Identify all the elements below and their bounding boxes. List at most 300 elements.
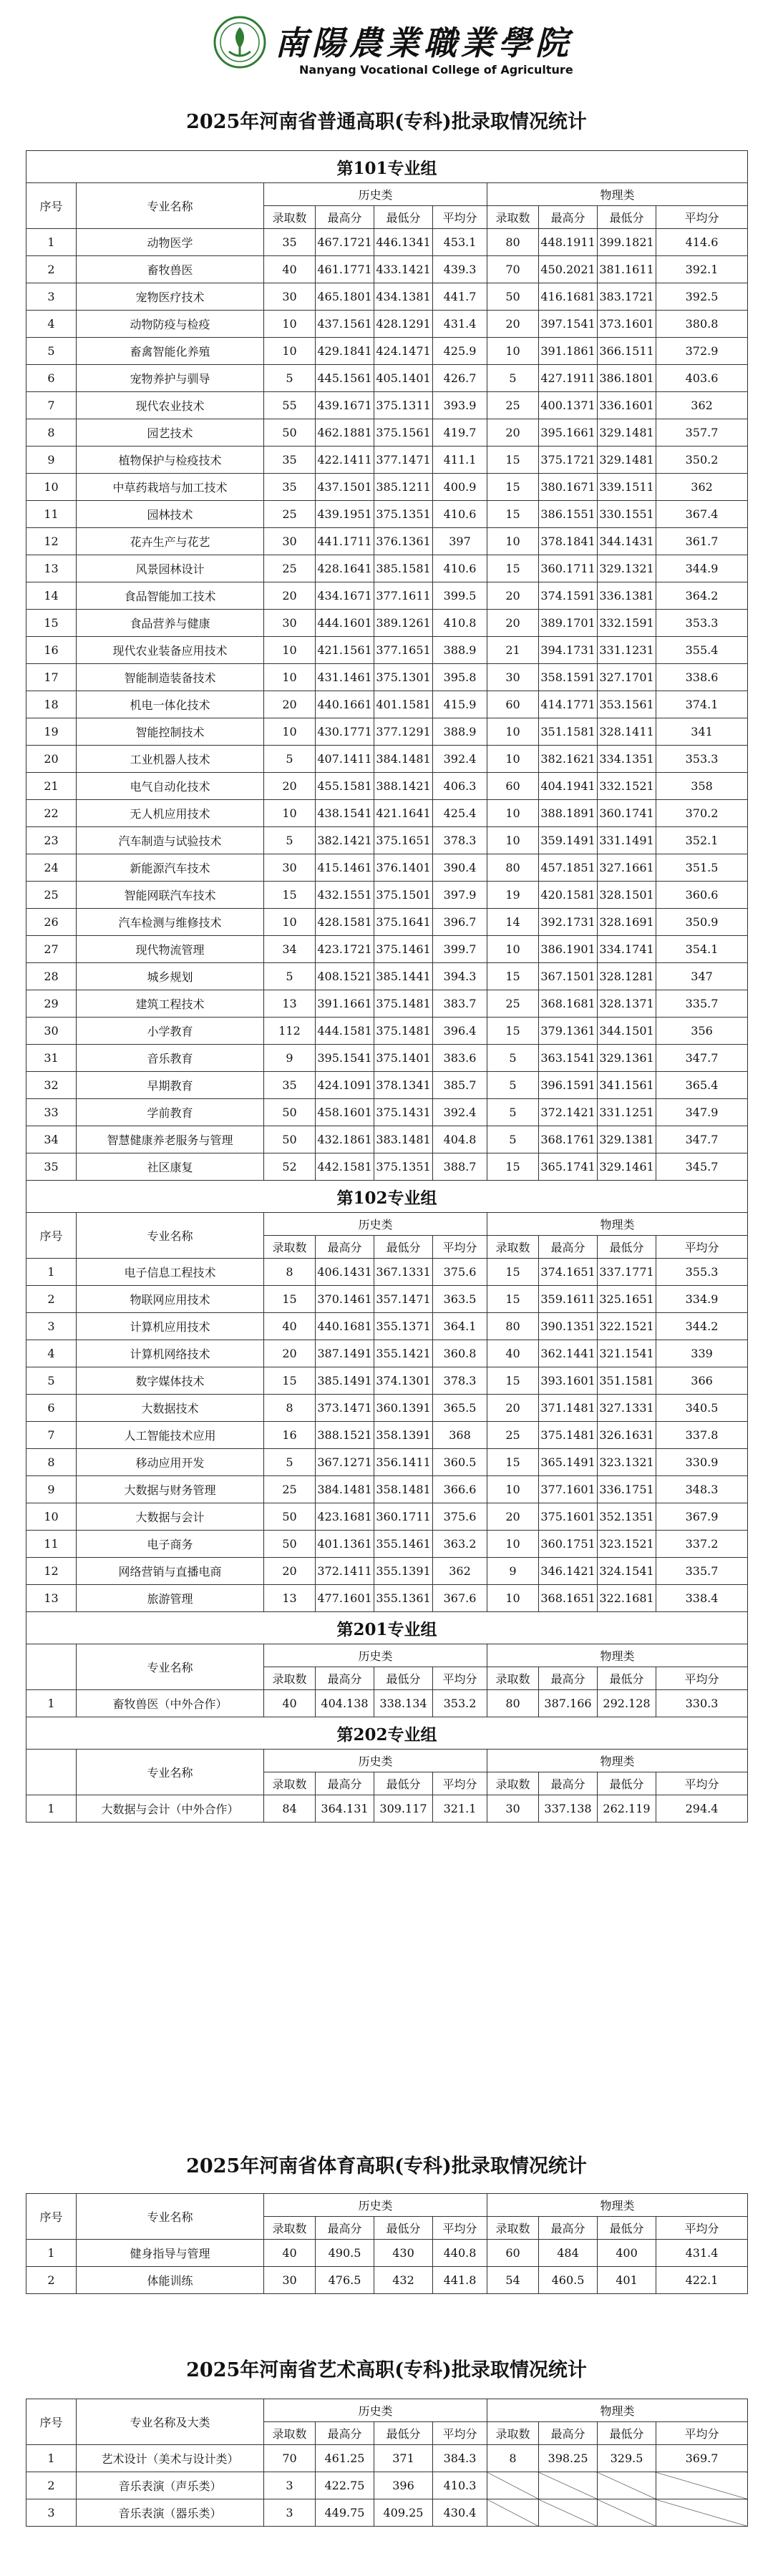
- max-cell: 337.138: [539, 1795, 598, 1823]
- seq-cell: 19: [26, 718, 77, 746]
- major-cell: 电气自动化技术: [77, 773, 264, 800]
- count-cell: 15: [264, 1286, 316, 1313]
- count-cell: 25: [264, 555, 316, 582]
- min-header: 最低分: [598, 1772, 656, 1795]
- count-cell: 15: [487, 1018, 539, 1045]
- major-header: 专业名称: [77, 183, 264, 229]
- min-cell: 375.1351: [374, 501, 433, 528]
- count-cell: 50: [264, 1531, 316, 1558]
- max-header: 最高分: [539, 1772, 598, 1795]
- max-cell: 414.1771: [539, 691, 598, 718]
- min-cell: 331.1231: [598, 637, 656, 664]
- count-cell: 30: [487, 1795, 539, 1823]
- avg-cell: 426.7: [433, 365, 487, 392]
- avg-cell: 375.6: [433, 1503, 487, 1531]
- seq-header: 序号: [26, 1213, 77, 1259]
- major-header: 专业名称: [77, 1213, 264, 1259]
- general-admission-table: [26, 150, 747, 1823]
- major-cell: 园艺技术: [77, 419, 264, 447]
- header-row: [26, 183, 748, 206]
- count-cell: 20: [264, 582, 316, 610]
- major-cell: 计算机网络技术: [77, 1340, 264, 1367]
- major-cell: 音乐教育: [77, 1045, 264, 1072]
- min-cell: 424.1471: [374, 338, 433, 365]
- count-cell: 40: [264, 256, 316, 283]
- avg-cell: 419.7: [433, 419, 487, 447]
- avg-cell: 431.4: [433, 311, 487, 338]
- seq-cell: 3: [26, 2499, 77, 2527]
- count-cell: 15: [487, 447, 539, 474]
- avg-cell: 347.9: [656, 1099, 748, 1126]
- min-cell: 385.1441: [374, 963, 433, 990]
- avg-cell: 348.3: [656, 1476, 748, 1503]
- count-cell: 20: [264, 773, 316, 800]
- seq-cell: 24: [26, 854, 77, 882]
- max-cell: 346.1421: [539, 1558, 598, 1585]
- max-cell: 388.1521: [316, 1422, 374, 1449]
- avg-cell: 347.7: [656, 1045, 748, 1072]
- avg-cell: 453.1: [433, 229, 487, 256]
- min-cell: 400: [598, 2240, 656, 2267]
- seq-cell: 11: [26, 501, 77, 528]
- min-cell: 446.1341: [374, 229, 433, 256]
- table-row: [26, 1072, 748, 1099]
- major-cell: 园林技术: [77, 501, 264, 528]
- avg-cell: 414.6: [656, 229, 748, 256]
- major-cell: 计算机应用技术: [77, 1313, 264, 1340]
- seq-cell: 6: [26, 365, 77, 392]
- major-cell: 学前教育: [77, 1099, 264, 1126]
- min-cell: 375.1301: [374, 664, 433, 691]
- avg-cell: 399.7: [433, 936, 487, 963]
- avg-cell: 430.4: [433, 2499, 487, 2527]
- avg-cell: 394.3: [433, 963, 487, 990]
- seq-cell: 4: [26, 311, 77, 338]
- min-cell: 381.1611: [598, 256, 656, 283]
- max-cell: 397.1541: [539, 311, 598, 338]
- arts-title: 2025年河南省艺术高职(专科)批录取情况统计: [186, 2359, 587, 2381]
- min-cell: 367.1331: [374, 1259, 433, 1286]
- max-cell: 359.1611: [539, 1286, 598, 1313]
- max-cell: 395.1661: [539, 419, 598, 447]
- major-cell: 畜牧兽医（中外合作）: [77, 1690, 264, 1717]
- group-title-row: [26, 1717, 748, 1750]
- min-cell: 375.1481: [374, 990, 433, 1018]
- min-cell: 327.1701: [598, 664, 656, 691]
- min-cell: 405.1401: [374, 365, 433, 392]
- min-cell: 336.1751: [598, 1476, 656, 1503]
- major-cell: 大数据与会计: [77, 1503, 264, 1531]
- avg-cell: 360.6: [656, 882, 748, 909]
- major-cell: 汽车检测与维修技术: [77, 909, 264, 936]
- table-row: [26, 691, 748, 718]
- count-cell: 16: [264, 1422, 316, 1449]
- max-cell: 422.75: [316, 2472, 374, 2499]
- table-row: [26, 610, 748, 637]
- min-cell: 330.1551: [598, 501, 656, 528]
- count-cell: 50: [264, 1126, 316, 1153]
- major-cell: 智能控制技术: [77, 718, 264, 746]
- min-header: 最低分: [598, 206, 656, 229]
- table-row: [26, 773, 748, 800]
- major-cell: 建筑工程技术: [77, 990, 264, 1018]
- seq-cell: 3: [26, 1313, 77, 1340]
- seq-cell: 1: [26, 2445, 77, 2472]
- max-cell: 368.1651: [539, 1585, 598, 1612]
- group-title-row: [26, 1612, 748, 1644]
- table-row: [26, 419, 748, 447]
- table-row: [26, 1395, 748, 1422]
- min-header: 最低分: [598, 1667, 656, 1690]
- count-cell: 9: [264, 1045, 316, 1072]
- max-cell: 392.1731: [539, 909, 598, 936]
- avg-cell: 410.8: [433, 610, 487, 637]
- max-header: 最高分: [316, 1667, 374, 1690]
- count-header: 录取数: [487, 2217, 539, 2240]
- min-cell: 371: [374, 2445, 433, 2472]
- min-cell: 328.1281: [598, 963, 656, 990]
- avg-cell: 395.8: [433, 664, 487, 691]
- table-row: [26, 827, 748, 854]
- seq-cell: 2: [26, 2267, 77, 2294]
- table-row: [26, 963, 748, 990]
- avg-cell: 378.3: [433, 827, 487, 854]
- min-cell: 386.1801: [598, 365, 656, 392]
- avg-cell: 344.9: [656, 555, 748, 582]
- table-row: [26, 501, 748, 528]
- seq-cell: 17: [26, 664, 77, 691]
- min-cell: 428.1291: [374, 311, 433, 338]
- header-row: [26, 2194, 748, 2217]
- avg-cell: 440.8: [433, 2240, 487, 2267]
- max-cell: 465.1801: [316, 283, 374, 311]
- avg-cell: 388.7: [433, 1153, 487, 1181]
- max-cell: 387.166: [539, 1690, 598, 1717]
- max-cell: 368.1681: [539, 990, 598, 1018]
- avg-cell: 404.8: [433, 1126, 487, 1153]
- count-cell: 10: [487, 1476, 539, 1503]
- count-cell: 20: [487, 1395, 539, 1422]
- avg-cell: 431.4: [656, 2240, 748, 2267]
- table-row: [26, 1153, 748, 1181]
- group-title: 第102专业组: [26, 1181, 748, 1213]
- avg-cell: 410.6: [433, 501, 487, 528]
- max-cell: 421.1561: [316, 637, 374, 664]
- max-cell: 359.1491: [539, 827, 598, 854]
- max-cell: [539, 2472, 598, 2499]
- major-cell: 电子商务: [77, 1531, 264, 1558]
- max-cell: 449.75: [316, 2499, 374, 2527]
- avg-cell: 338.6: [656, 664, 748, 691]
- max-cell: 396.1591: [539, 1072, 598, 1099]
- table-row: [26, 365, 748, 392]
- avg-cell: 388.9: [433, 637, 487, 664]
- min-cell: 352.1351: [598, 1503, 656, 1531]
- avg-cell: 396.4: [433, 1018, 487, 1045]
- min-cell: 322.1681: [598, 1585, 656, 1612]
- avg-cell: 396.7: [433, 909, 487, 936]
- physics-header: 物理类: [487, 1213, 748, 1236]
- count-cell: 80: [487, 1690, 539, 1717]
- avg-header: 平均分: [433, 2422, 487, 2445]
- avg-cell: 399.5: [433, 582, 487, 610]
- max-cell: 422.1411: [316, 447, 374, 474]
- count-cell: 20: [487, 1503, 539, 1531]
- count-cell: 15: [487, 963, 539, 990]
- max-cell: 387.1491: [316, 1340, 374, 1367]
- table-row: [26, 664, 748, 691]
- count-cell: 10: [487, 827, 539, 854]
- major-cell: 艺术设计（美术与设计类）: [77, 2445, 264, 2472]
- avg-header: 平均分: [656, 1236, 748, 1259]
- table-row: [26, 229, 748, 256]
- count-cell: 70: [487, 256, 539, 283]
- physics-header: 物理类: [487, 1750, 748, 1772]
- count-cell: 5: [264, 827, 316, 854]
- count-cell: 5: [487, 1126, 539, 1153]
- brand-name-cn: 南陽農業職業學院: [275, 24, 573, 62]
- avg-cell: 338.4: [656, 1585, 748, 1612]
- count-cell: 30: [264, 283, 316, 311]
- major-cell: 现代农业技术: [77, 392, 264, 419]
- max-cell: 389.1701: [539, 610, 598, 637]
- seq-cell: 12: [26, 1558, 77, 1585]
- max-cell: 467.1721: [316, 229, 374, 256]
- avg-cell: 362: [656, 474, 748, 501]
- avg-cell: 334.9: [656, 1286, 748, 1313]
- count-cell: 80: [487, 854, 539, 882]
- count-cell: 10: [487, 338, 539, 365]
- max-cell: 379.1361: [539, 1018, 598, 1045]
- max-cell: 461.25: [316, 2445, 374, 2472]
- general-title: 2025年河南省普通高职(专科)批录取情况统计: [186, 111, 587, 133]
- max-header: 最高分: [539, 206, 598, 229]
- min-cell: 376.1401: [374, 854, 433, 882]
- count-cell: 52: [264, 1153, 316, 1181]
- min-cell: 328.1411: [598, 718, 656, 746]
- avg-cell: 364.1: [433, 1313, 487, 1340]
- major-cell: 数字媒体技术: [77, 1367, 264, 1395]
- avg-header: 平均分: [656, 206, 748, 229]
- count-cell: 30: [264, 2267, 316, 2294]
- min-cell: 344.1431: [598, 528, 656, 555]
- count-cell: 5: [264, 1449, 316, 1476]
- min-cell: 327.1661: [598, 854, 656, 882]
- table-row: [26, 311, 748, 338]
- count-cell: 3: [264, 2499, 316, 2527]
- table-row: [26, 909, 748, 936]
- count-header: 录取数: [487, 2422, 539, 2445]
- count-cell: 10: [264, 909, 316, 936]
- major-header: 专业名称: [77, 1644, 264, 1690]
- avg-cell: 372.9: [656, 338, 748, 365]
- count-cell: 20: [487, 610, 539, 637]
- major-cell: 动物防疫与检疫: [77, 311, 264, 338]
- min-cell: 360.1391: [374, 1395, 433, 1422]
- table-row: [26, 1503, 748, 1531]
- avg-cell: 410.3: [433, 2472, 487, 2499]
- avg-cell: 397: [433, 528, 487, 555]
- avg-cell: 388.9: [433, 718, 487, 746]
- seq-cell: 8: [26, 1449, 77, 1476]
- avg-header: 平均分: [433, 1236, 487, 1259]
- min-cell: 355.1371: [374, 1313, 433, 1340]
- count-cell: 19: [487, 882, 539, 909]
- max-header: 最高分: [539, 1236, 598, 1259]
- count-cell: 8: [264, 1395, 316, 1422]
- seq-cell: 16: [26, 637, 77, 664]
- avg-cell: 344.2: [656, 1313, 748, 1340]
- max-cell: 406.1431: [316, 1259, 374, 1286]
- major-cell: 中草药栽培与加工技术: [77, 474, 264, 501]
- min-cell: 360.1741: [598, 800, 656, 827]
- table-row: [26, 1018, 748, 1045]
- min-cell: 375.1481: [374, 1018, 433, 1045]
- avg-cell: 411.1: [433, 447, 487, 474]
- max-cell: 374.1651: [539, 1259, 598, 1286]
- table-row: [26, 990, 748, 1018]
- max-cell: 363.1541: [539, 1045, 598, 1072]
- avg-cell: 335.7: [656, 990, 748, 1018]
- min-cell: 329.1481: [598, 447, 656, 474]
- major-cell: 无人机应用技术: [77, 800, 264, 827]
- avg-cell: 340.5: [656, 1395, 748, 1422]
- min-cell: 327.1331: [598, 1395, 656, 1422]
- table-row: [26, 283, 748, 311]
- avg-cell: 384.3: [433, 2445, 487, 2472]
- max-cell: 365.1741: [539, 1153, 598, 1181]
- count-cell: 20: [264, 1558, 316, 1585]
- min-cell: 326.1631: [598, 1422, 656, 1449]
- min-cell: 309.117: [374, 1795, 433, 1823]
- count-cell: 5: [487, 365, 539, 392]
- min-cell: 383.1721: [598, 283, 656, 311]
- seq-cell: 27: [26, 936, 77, 963]
- seq-cell: 26: [26, 909, 77, 936]
- min-cell: 323.1521: [598, 1531, 656, 1558]
- min-cell: 334.1741: [598, 936, 656, 963]
- max-cell: 439.1951: [316, 501, 374, 528]
- college-seal-icon: [213, 16, 266, 69]
- major-cell: 旅游管理: [77, 1585, 264, 1612]
- count-cell: 10: [264, 338, 316, 365]
- avg-cell: 374.1: [656, 691, 748, 718]
- min-cell: 377.1611: [374, 582, 433, 610]
- major-cell: 智能制造装备技术: [77, 664, 264, 691]
- min-cell: 401.1581: [374, 691, 433, 718]
- major-cell: 音乐表演（声乐类）: [77, 2472, 264, 2499]
- avg-cell: 441.7: [433, 283, 487, 311]
- count-cell: 30: [487, 664, 539, 691]
- count-cell: 20: [264, 1340, 316, 1367]
- seq-cell: 21: [26, 773, 77, 800]
- college-header: [0, 0, 773, 77]
- history-header: 历史类: [264, 1213, 487, 1236]
- min-cell: 329.1481: [598, 419, 656, 447]
- max-cell: 390.1351: [539, 1313, 598, 1340]
- physics-header: 物理类: [487, 183, 748, 206]
- major-cell: 风景园林设计: [77, 555, 264, 582]
- min-cell: 433.1421: [374, 256, 433, 283]
- min-cell: 329.1321: [598, 555, 656, 582]
- max-cell: 372.1421: [539, 1099, 598, 1126]
- min-cell: [598, 2472, 656, 2499]
- max-cell: 408.1521: [316, 963, 374, 990]
- avg-cell: 378.3: [433, 1367, 487, 1395]
- max-header: 最高分: [539, 2422, 598, 2445]
- max-header: 最高分: [316, 2422, 374, 2445]
- avg-cell: 337.8: [656, 1422, 748, 1449]
- count-cell: 20: [487, 419, 539, 447]
- count-cell: 40: [264, 1313, 316, 1340]
- table-row: [26, 1531, 748, 1558]
- count-header: 录取数: [487, 1667, 539, 1690]
- min-cell: 375.1641: [374, 909, 433, 936]
- min-cell: 385.1581: [374, 555, 433, 582]
- count-header: 录取数: [264, 2217, 316, 2240]
- major-cell: 宠物医疗技术: [77, 283, 264, 311]
- max-cell: 382.1421: [316, 827, 374, 854]
- min-cell: 336.1381: [598, 582, 656, 610]
- count-cell: 35: [264, 447, 316, 474]
- avg-cell: 330.9: [656, 1449, 748, 1476]
- count-cell: 5: [264, 963, 316, 990]
- table-row: [26, 854, 748, 882]
- avg-cell: 385.7: [433, 1072, 487, 1099]
- count-cell: 10: [487, 1531, 539, 1558]
- major-cell: 现代物流管理: [77, 936, 264, 963]
- count-cell: 15: [487, 1259, 539, 1286]
- count-cell: 20: [264, 691, 316, 718]
- seq-cell: 9: [26, 1476, 77, 1503]
- avg-cell: 403.6: [656, 365, 748, 392]
- min-cell: 324.1541: [598, 1558, 656, 1585]
- history-header: 历史类: [264, 2399, 487, 2422]
- table-row: [26, 800, 748, 827]
- max-cell: 375.1721: [539, 447, 598, 474]
- major-cell: 小学教育: [77, 1018, 264, 1045]
- min-header: 最低分: [374, 1667, 433, 1690]
- max-cell: 358.1591: [539, 664, 598, 691]
- max-cell: 380.1671: [539, 474, 598, 501]
- max-cell: 377.1601: [539, 1476, 598, 1503]
- history-header: 历史类: [264, 1750, 487, 1772]
- max-header: 最高分: [539, 2217, 598, 2240]
- max-cell: 351.1581: [539, 718, 598, 746]
- min-header: 最低分: [374, 1772, 433, 1795]
- major-cell: 网络营销与直播电商: [77, 1558, 264, 1585]
- major-header: 专业名称: [77, 1750, 264, 1795]
- seq-cell: 6: [26, 1395, 77, 1422]
- count-header: 录取数: [264, 2422, 316, 2445]
- avg-cell: 365.4: [656, 1072, 748, 1099]
- min-cell: 355.1421: [374, 1340, 433, 1367]
- seq-cell: 31: [26, 1045, 77, 1072]
- min-cell: 388.1421: [374, 773, 433, 800]
- max-cell: 386.1551: [539, 501, 598, 528]
- min-cell: 334.1351: [598, 746, 656, 773]
- count-cell: 13: [264, 1585, 316, 1612]
- major-cell: 大数据与会计（中外合作）: [77, 1795, 264, 1823]
- avg-cell: 367.6: [433, 1585, 487, 1612]
- physics-header: 物理类: [487, 2194, 748, 2217]
- min-cell: 344.1501: [598, 1018, 656, 1045]
- major-cell: 植物保护与检疫技术: [77, 447, 264, 474]
- max-cell: 374.1591: [539, 582, 598, 610]
- avg-cell: 351.5: [656, 854, 748, 882]
- seq-cell: 13: [26, 555, 77, 582]
- header-row: [26, 1213, 748, 1236]
